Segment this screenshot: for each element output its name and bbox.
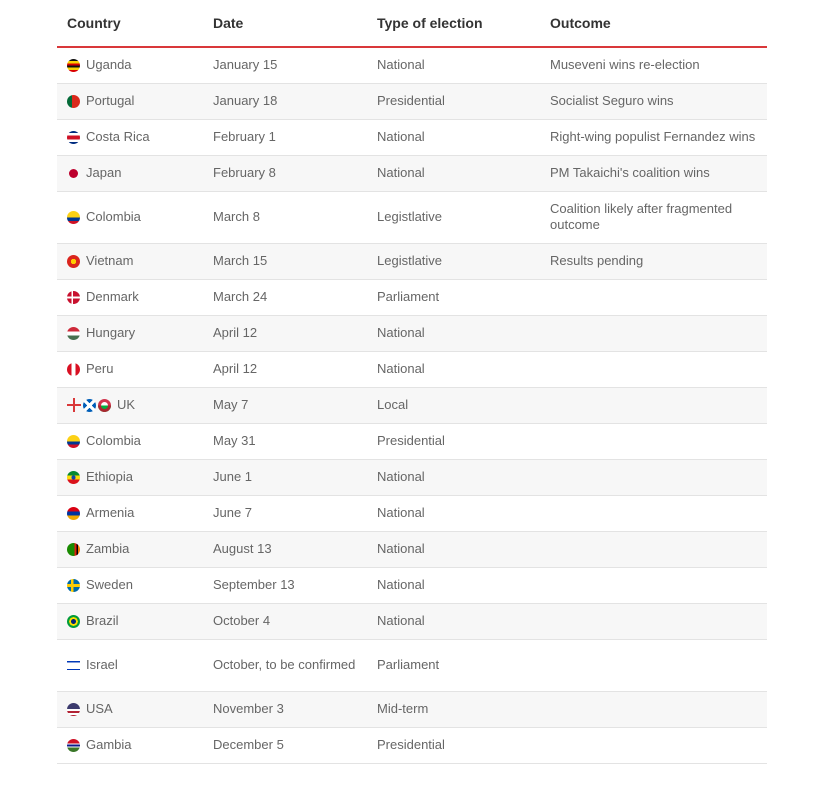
country-name: Peru bbox=[86, 361, 114, 376]
table-row bbox=[57, 603, 767, 639]
table-row bbox=[57, 47, 767, 83]
country-cell bbox=[57, 531, 203, 567]
type-cell: Legistlative bbox=[367, 191, 540, 243]
outcome-cell bbox=[540, 691, 767, 727]
country-name: Armenia bbox=[86, 505, 135, 520]
column-header-date: Date bbox=[203, 0, 367, 47]
portugal-flag-icon bbox=[67, 95, 80, 108]
usa-flag-icon bbox=[67, 703, 80, 716]
date-cell: June 7 bbox=[203, 495, 367, 531]
elections-table bbox=[57, 0, 767, 764]
country-cell bbox=[57, 639, 203, 691]
type-cell: National bbox=[367, 531, 540, 567]
table-row bbox=[57, 691, 767, 727]
outcome-cell: PM Takaichi's coalition wins bbox=[540, 155, 767, 191]
table-row bbox=[57, 119, 767, 155]
outcome-cell bbox=[540, 531, 767, 567]
type-cell: National bbox=[367, 155, 540, 191]
type-cell: Parliament bbox=[367, 639, 540, 691]
date-cell: June 1 bbox=[203, 459, 367, 495]
outcome-cell: Coalition likely after fragmented outcome bbox=[540, 191, 767, 243]
country-cell bbox=[57, 387, 203, 423]
column-header-country: Country bbox=[57, 0, 203, 47]
outcome-cell bbox=[540, 315, 767, 351]
table-row bbox=[57, 567, 767, 603]
country-name: Costa Rica bbox=[86, 129, 150, 144]
table-header bbox=[57, 0, 767, 47]
date-cell: October 4 bbox=[203, 603, 367, 639]
outcome-cell: Socialist Seguro wins bbox=[540, 83, 767, 119]
country-cell bbox=[57, 279, 203, 315]
country-name: Sweden bbox=[86, 577, 133, 592]
date-cell: May 7 bbox=[203, 387, 367, 423]
outcome-cell bbox=[540, 387, 767, 423]
ethiopia-flag-icon bbox=[67, 471, 80, 484]
table-row bbox=[57, 243, 767, 279]
date-cell: March 8 bbox=[203, 191, 367, 243]
country-name: Colombia bbox=[86, 209, 141, 224]
outcome-cell: Museveni wins re-election bbox=[540, 47, 767, 83]
country-name: Portugal bbox=[86, 93, 135, 108]
gambia-flag-icon bbox=[67, 739, 80, 752]
header-row bbox=[57, 0, 767, 47]
outcome-cell bbox=[540, 567, 767, 603]
country-name: Israel bbox=[86, 657, 118, 672]
outcome-cell bbox=[540, 639, 767, 691]
type-cell: National bbox=[367, 567, 540, 603]
type-cell: Legistlative bbox=[367, 243, 540, 279]
japan-flag-icon bbox=[69, 169, 78, 178]
country-name: Hungary bbox=[86, 325, 136, 340]
wales-flag-icon bbox=[98, 399, 111, 412]
table-row bbox=[57, 531, 767, 567]
type-cell: National bbox=[367, 119, 540, 155]
column-header-type: Type of election bbox=[367, 0, 540, 47]
country-cell bbox=[57, 191, 203, 243]
country-cell bbox=[57, 459, 203, 495]
vietnam-flag-icon bbox=[67, 255, 80, 268]
outcome-cell: Results pending bbox=[540, 243, 767, 279]
country-cell bbox=[57, 691, 203, 727]
country-cell bbox=[57, 83, 203, 119]
country-cell bbox=[57, 351, 203, 387]
country-cell bbox=[57, 495, 203, 531]
date-cell: March 24 bbox=[203, 279, 367, 315]
country-name: UK bbox=[117, 397, 136, 412]
table-row bbox=[57, 639, 767, 691]
outcome-cell bbox=[540, 727, 767, 763]
type-cell: National bbox=[367, 315, 540, 351]
country-name: Zambia bbox=[86, 541, 130, 556]
hungary-flag-icon bbox=[67, 327, 80, 340]
denmark-flag-icon bbox=[67, 291, 80, 304]
country-name: Uganda bbox=[86, 57, 132, 73]
date-cell: August 13 bbox=[203, 531, 367, 567]
israel-flag-icon bbox=[67, 659, 80, 672]
column-header-outcome: Outcome bbox=[540, 0, 767, 47]
outcome-cell bbox=[540, 459, 767, 495]
country-cell bbox=[57, 119, 203, 155]
table-row bbox=[57, 387, 767, 423]
date-cell: November 3 bbox=[203, 691, 367, 727]
uk-flags bbox=[67, 398, 111, 412]
country-name: Gambia bbox=[86, 737, 132, 752]
country-name: Ethiopia bbox=[86, 469, 133, 484]
uganda-flag-icon bbox=[67, 59, 80, 72]
brazil-flag-icon bbox=[67, 615, 80, 628]
type-cell: National bbox=[367, 47, 540, 83]
date-cell: January 15 bbox=[203, 47, 367, 83]
date-cell: December 5 bbox=[203, 727, 367, 763]
country-name: Brazil bbox=[86, 613, 119, 628]
peru-flag-icon bbox=[67, 363, 80, 376]
country-cell bbox=[57, 243, 203, 279]
country-name: Denmark bbox=[86, 289, 139, 304]
country-name: Vietnam bbox=[86, 253, 134, 268]
country-cell bbox=[57, 155, 203, 191]
country-cell bbox=[57, 603, 203, 639]
date-cell: October, to be confirmed bbox=[203, 639, 367, 691]
table-row bbox=[57, 315, 767, 351]
type-cell: Mid-term bbox=[367, 691, 540, 727]
date-cell: September 13 bbox=[203, 567, 367, 603]
date-cell: February 1 bbox=[203, 119, 367, 155]
country-name: USA bbox=[86, 701, 113, 716]
outcome-cell bbox=[540, 279, 767, 315]
armenia-flag-icon bbox=[67, 507, 80, 520]
date-cell: May 31 bbox=[203, 423, 367, 459]
type-cell: National bbox=[367, 351, 540, 387]
elections-table-container bbox=[57, 0, 767, 764]
table-row bbox=[57, 727, 767, 763]
table-row bbox=[57, 83, 767, 119]
england-flag-icon bbox=[67, 398, 81, 412]
table-row bbox=[57, 155, 767, 191]
table-row bbox=[57, 495, 767, 531]
outcome-cell bbox=[540, 351, 767, 387]
type-cell: National bbox=[367, 459, 540, 495]
country-cell bbox=[57, 727, 203, 763]
country-cell bbox=[57, 423, 203, 459]
outcome-cell bbox=[540, 603, 767, 639]
type-cell: National bbox=[367, 495, 540, 531]
country-name: Colombia bbox=[86, 433, 141, 448]
table-row bbox=[57, 459, 767, 495]
date-cell: January 18 bbox=[203, 83, 367, 119]
colombia-flag-icon bbox=[67, 211, 80, 224]
outcome-cell bbox=[540, 423, 767, 459]
country-cell bbox=[57, 315, 203, 351]
date-cell: April 12 bbox=[203, 315, 367, 351]
table-row bbox=[57, 279, 767, 315]
costa-rica-flag-icon bbox=[67, 131, 80, 144]
date-cell: February 8 bbox=[203, 155, 367, 191]
type-cell: Presidential bbox=[367, 423, 540, 459]
table-row bbox=[57, 191, 767, 243]
outcome-cell bbox=[540, 495, 767, 531]
table-body bbox=[57, 47, 767, 763]
country-name: Japan bbox=[86, 165, 122, 180]
type-cell: National bbox=[367, 603, 540, 639]
country-cell bbox=[57, 47, 203, 83]
type-cell: Presidential bbox=[367, 83, 540, 119]
country-cell bbox=[57, 567, 203, 603]
colombia-flag-icon bbox=[67, 435, 80, 448]
zambia-flag-icon bbox=[67, 543, 80, 556]
date-cell: March 15 bbox=[203, 243, 367, 279]
sweden-flag-icon bbox=[67, 579, 80, 592]
scotland-flag-icon bbox=[83, 399, 96, 412]
type-cell: Parliament bbox=[367, 279, 540, 315]
table-row bbox=[57, 423, 767, 459]
type-cell: Local bbox=[367, 387, 540, 423]
type-cell: Presidential bbox=[367, 727, 540, 763]
date-cell: April 12 bbox=[203, 351, 367, 387]
outcome-cell: Right-wing populist Fernandez wins bbox=[540, 119, 767, 155]
table-row bbox=[57, 351, 767, 387]
